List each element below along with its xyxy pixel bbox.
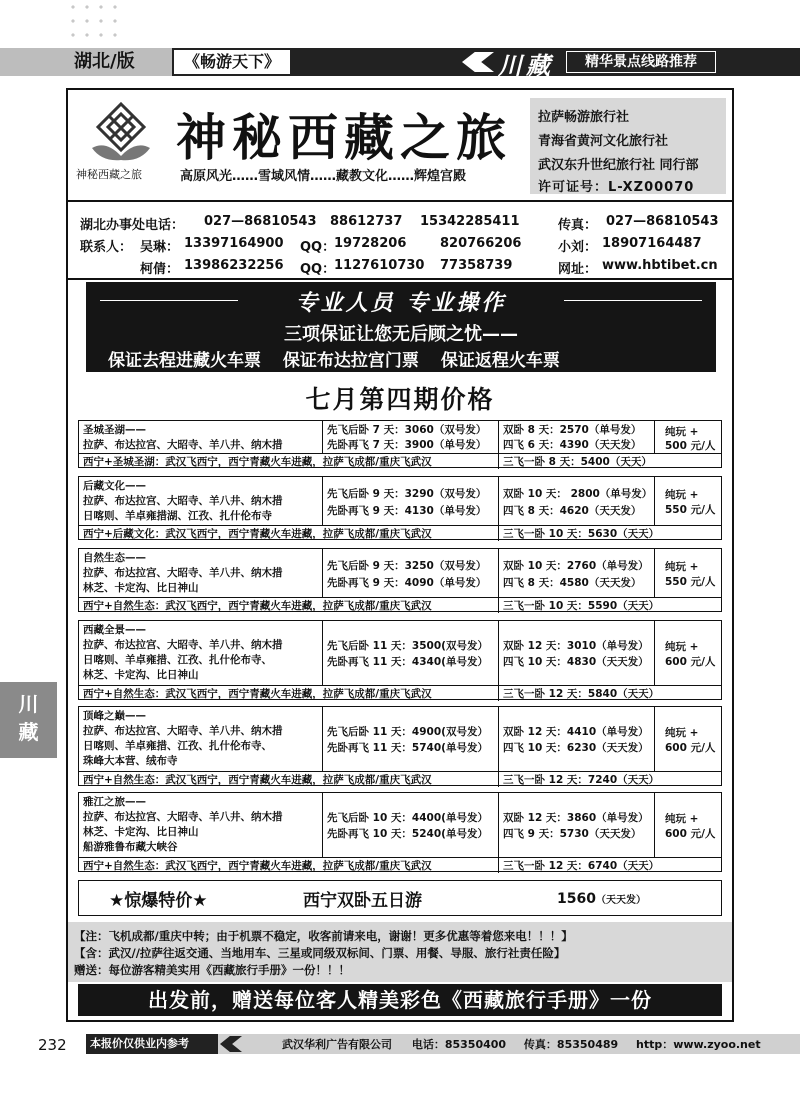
route-extra: 550 元/人 — [665, 576, 716, 588]
footer-phone-label: 电话： — [411, 1038, 445, 1051]
route-sites: 船游雅鲁布藏大峡谷 — [83, 841, 178, 853]
route-price: 四飞 10 天：4830（天天发） — [503, 656, 649, 668]
decorative-dots — [66, 0, 126, 46]
route-price: 四飞 10 天：6230（天天发） — [503, 742, 649, 754]
endless-knot-logo-icon — [86, 100, 156, 164]
office-phone: 027—86810543 — [204, 214, 317, 229]
route-footer: 西宁+自然生态：武汉飞西宁，西宁青藏火车进藏，拉萨飞成都/重庆飞武汉 — [83, 860, 432, 872]
website-link[interactable]: www.hbtibet.cn — [602, 258, 718, 273]
route-sites: 林芝、卡定沟、比日神山 — [83, 669, 199, 681]
special-price-note: （天天发） — [595, 895, 646, 906]
page-title: 神秘西藏之旅 — [176, 108, 512, 167]
route-price: 双卧 12 天：3010（单号发） — [503, 640, 649, 652]
qq-number: 820766206 — [440, 236, 522, 251]
route-price: 先卧再飞 11 天：4340(单号发） — [327, 656, 488, 668]
qq-number: 19728206 — [334, 236, 407, 251]
route-extra: 纯玩 + — [665, 727, 699, 739]
special-offer — [78, 880, 722, 916]
route-price: 双卧 12 天：3860（单号发） — [503, 812, 649, 824]
contact-name: 小刘： — [558, 240, 598, 255]
guarantee-banner — [86, 282, 716, 372]
route-footer: 西宁+自然生态：武汉飞西宁，西宁青藏火车进藏，拉萨飞成都/重庆飞武汉 — [83, 774, 432, 786]
region-label: 湖北/版 — [0, 48, 172, 76]
agency-name: 拉萨畅游旅行社 — [538, 110, 630, 125]
route-sites: 林芝、卡定沟、比日神山 — [83, 582, 199, 594]
divider — [68, 278, 732, 280]
agency-name: 青海省黄河文化旅行社 — [538, 134, 669, 149]
special-label: ★惊爆特价★ — [109, 891, 208, 911]
notes-box — [68, 922, 732, 982]
office-phone: 88612737 — [330, 214, 403, 229]
route-name: 自然生态—— — [83, 552, 146, 564]
recommend-label: 精华景点线路推荐 — [566, 51, 716, 73]
route-table — [78, 548, 722, 612]
route-name: 圣城圣湖—— — [83, 424, 146, 436]
divider — [68, 200, 732, 202]
qq-number: 77358739 — [440, 258, 513, 273]
route-sites: 林芝、卡定沟、比日神山 — [83, 826, 199, 838]
note-line: 赠送：每位游客精美实用《西藏旅行手册》一份！！！ — [74, 963, 350, 977]
office-phone-label: 湖北办事处电话： — [80, 218, 185, 233]
web-label: 网址： — [558, 262, 598, 277]
route-price: 先飞后卧 11 天：3500(双号发） — [327, 640, 488, 652]
route-extra: 纯玩 + — [665, 489, 699, 501]
route-sites: 日喀则、羊卓雍措湖、江孜、扎什伦布寺 — [83, 510, 272, 522]
banner-subline: 三项保证让您无后顾之忧—— — [284, 324, 518, 345]
route-footer-price: 三飞一卧 12 天：6740（天天） — [503, 860, 660, 872]
route-name: 雅江之旅—— — [83, 796, 146, 808]
route-sites: 拉萨、布达拉宫、大昭寺、羊八井、纳木措 — [83, 639, 283, 651]
route-extra: 600 元/人 — [665, 742, 716, 754]
slogans: 高原风光……雪域风情……藏教文化……辉煌宫殿 — [180, 169, 467, 184]
footer-company: 武汉华利广告有限公司 — [282, 1038, 392, 1051]
route-extra: 500 元/人 — [665, 440, 716, 452]
route-footer: 西宁+后藏文化：武汉飞西宁，西宁青藏火车进藏，拉萨飞成都/重庆飞武汉 — [83, 528, 432, 540]
qq-label: QQ： — [300, 262, 336, 277]
route-extra: 纯玩 + — [665, 641, 699, 653]
fax-label: 传真： — [558, 218, 598, 233]
route-price: 双卧 12 天：4410（单号发） — [503, 726, 649, 738]
route-footer: 西宁+自然生态：武汉飞西宁，西宁青藏火车进藏，拉萨飞成都/重庆飞武汉 — [83, 600, 432, 612]
contact-phone: 13397164900 — [184, 236, 284, 251]
route-price: 四飞 6 天：4390（天天发） — [503, 439, 642, 451]
guarantee-list — [108, 346, 708, 371]
agency-name: 武汉东升世纪旅行社 同行部 — [538, 158, 699, 173]
contact-name: 吴琳： — [140, 240, 180, 255]
route-name: 顶峰之巅—— — [83, 710, 146, 722]
special-route: 西宁双卧五日游 — [303, 891, 422, 911]
route-price: 四飞 8 天：4620（天天发） — [503, 505, 642, 517]
qq-number: 1127610730 — [334, 258, 425, 273]
route-price: 双卧 8 天：2570（单号发） — [503, 424, 642, 436]
footer-phone: 85350400 — [444, 1038, 507, 1051]
guarantee-item: 保证返程火车票 — [440, 351, 560, 371]
route-table — [78, 706, 722, 786]
route-extra: 纯玩 + — [665, 426, 699, 438]
route-sites: 日喀则、羊卓雍措、江孜、扎什伦布寺、 — [83, 740, 272, 752]
gift-banner: 出发前，赠送每位客人精美彩色《西藏旅行手册》一份 — [78, 984, 722, 1016]
license-number: 许可证号：L-XZ00070 — [538, 180, 695, 195]
route-price: 先卧再飞 10 天：5240(单号发） — [327, 828, 488, 840]
route-sites: 拉萨、布达拉宫、大昭寺、羊八井、纳木措 — [83, 439, 283, 451]
route-footer: 西宁+自然生态：武汉飞西宁，西宁青藏火车进藏，拉萨飞成都/重庆飞武汉 — [83, 688, 432, 700]
route-footer-price: 三飞一卧 8 天：5400（天天） — [503, 456, 652, 468]
route-table — [78, 476, 722, 540]
office-phone: 15342285411 — [420, 214, 520, 229]
route-extra: 600 元/人 — [665, 828, 716, 840]
logo-caption: 神秘西藏之旅 — [76, 168, 142, 181]
guarantee-item: 保证去程进藏火车票 — [108, 351, 261, 371]
route-sites: 珠峰大本营、绒布寺 — [83, 755, 178, 767]
route-price: 双卧 10 天：2760（单号发） — [503, 560, 649, 572]
contact-label: 联系人： — [80, 240, 133, 255]
route-sites: 日喀则、羊卓雍措、江孜、扎什伦布寺、 — [83, 654, 272, 666]
guarantee-item: 保证布达拉宫门票 — [282, 351, 419, 371]
side-tab — [0, 682, 57, 758]
route-name: 后藏文化—— — [83, 480, 146, 492]
special-price: 1560（天天发） — [557, 891, 646, 907]
magazine-name: 《畅游天下》 — [172, 48, 292, 76]
footer-fax: 85350489 — [556, 1038, 619, 1051]
contact-phone: 13986232256 — [184, 258, 284, 273]
section-title: 川藏 — [498, 51, 554, 80]
route-footer: 西宁+圣城圣湖：武汉飞西宁，西宁青藏火车进藏，拉萨飞成都/重庆飞武汉 — [83, 456, 432, 468]
footer-website-link[interactable]: www.zyoo.net — [673, 1038, 761, 1051]
route-price: 先卧再飞 9 天：4130（单号发） — [327, 505, 487, 517]
route-extra: 纯玩 + — [665, 813, 699, 825]
footer-note: 本报价仅供业内参考 — [86, 1034, 218, 1054]
route-footer-price: 三飞一卧 12 天：7240（天天） — [503, 774, 660, 786]
route-footer-price: 三飞一卧 10 天：5590（天天） — [503, 600, 660, 612]
route-price: 先飞后卧 9 天：3290（双号发） — [327, 488, 487, 500]
route-footer-price: 三飞一卧 10 天：5630（天天） — [503, 528, 660, 540]
route-price: 先卧再飞 11 天：5740(单号发） — [327, 742, 488, 754]
route-price: 先飞后卧 11 天：4900(双号发） — [327, 726, 488, 738]
route-price: 先飞后卧 7 天：3060（双号发） — [327, 424, 487, 436]
footer-info — [282, 1036, 761, 1052]
contact-name: 柯倩： — [140, 262, 180, 277]
route-sites: 拉萨、布达拉宫、大昭寺、羊八井、纳木措 — [83, 567, 283, 579]
page-number: 232 — [38, 1036, 67, 1054]
route-extra: 600 元/人 — [665, 656, 716, 668]
route-price: 四飞 8 天：4580（天天发） — [503, 577, 642, 589]
route-sites: 拉萨、布达拉宫、大昭寺、羊八井、纳木措 — [83, 811, 283, 823]
banner-headline: 专业人员 专业操作 — [295, 290, 507, 316]
price-heading: 七月第四期价格 — [305, 385, 495, 414]
route-extra: 纯玩 + — [665, 561, 699, 573]
route-price: 先卧再飞 9 天：4090（单号发） — [327, 577, 487, 589]
route-table — [78, 792, 722, 872]
route-table — [78, 620, 722, 700]
route-name: 西藏全景—— — [83, 624, 146, 636]
route-sites: 拉萨、布达拉宫、大昭寺、羊八井、纳木措 — [83, 725, 283, 737]
route-footer-price: 三飞一卧 12 天：5840（天天） — [503, 688, 660, 700]
footer-fax-label: 传真： — [523, 1038, 557, 1051]
route-table — [78, 420, 722, 468]
side-tab-label: 川藏 — [18, 692, 39, 744]
route-price: 四飞 9 天：5730（天天发） — [503, 828, 642, 840]
route-price: 双卧 10 天： 2800（单号发） — [503, 488, 653, 500]
footer-http-label: http： — [636, 1038, 674, 1051]
route-extra: 550 元/人 — [665, 504, 716, 516]
note-line: 【含：武汉//拉萨往返交通、当地用车、三星或同级双标间、门票、用餐、导服、旅行社责任险】 — [74, 946, 566, 960]
route-price: 先卧再飞 7 天：3900（单号发） — [327, 439, 487, 451]
qq-label: QQ： — [300, 240, 336, 255]
note-line: 【注：飞机成都/重庆中转；由于机票不稳定，收客前请来电，谢谢！更多优惠等着您来电！！！】 — [74, 929, 573, 943]
fax-number: 027—86810543 — [606, 214, 719, 229]
route-sites: 拉萨、布达拉宫、大昭寺、羊八井、纳木措 — [83, 495, 283, 507]
contact-phone: 18907164487 — [602, 236, 702, 251]
route-price: 先飞后卧 10 天：4400(单号发） — [327, 812, 488, 824]
route-price: 先飞后卧 9 天：3250（双号发） — [327, 560, 487, 572]
